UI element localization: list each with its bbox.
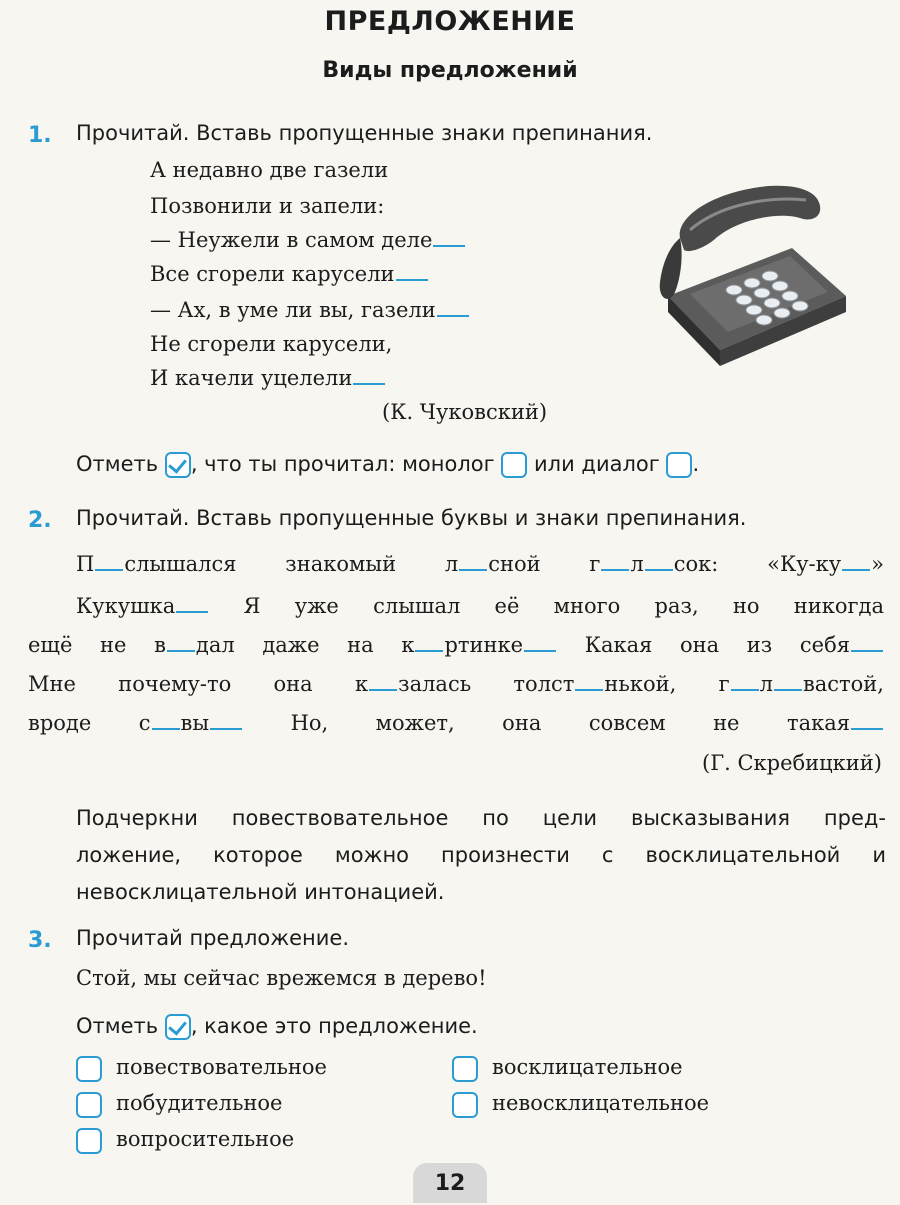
task2-note-line-2: ложение, которое можно произнести с восклицательной и xyxy=(76,843,886,867)
page-title: ПРЕДЛОЖЕНИЕ xyxy=(324,6,576,37)
task2-text-line-2: Кукушка Я уже слышал её много раз, но никогда xyxy=(76,594,884,618)
punctuation-blank[interactable] xyxy=(437,314,469,317)
task1-number: 1. xyxy=(28,123,52,148)
punctuation-blank[interactable] xyxy=(396,278,428,281)
telephone-image xyxy=(650,178,850,378)
poem-line-2: Позвонили и запели: xyxy=(150,194,385,218)
option-declarative[interactable]: повествовательное xyxy=(76,1055,327,1082)
task3-instruction: Прочитай предложение. xyxy=(76,926,350,950)
task3-sentence: Стой, мы сейчас врежемся в дерево! xyxy=(76,966,487,990)
punctuation-blank[interactable] xyxy=(433,244,465,247)
punctuation-blank[interactable] xyxy=(353,382,385,385)
option-exclamatory[interactable]: восклицательное xyxy=(452,1055,683,1082)
poem-line-6: Не сгорели карусели, xyxy=(150,332,393,356)
letter-blank[interactable] xyxy=(152,727,180,730)
option-checkbox[interactable] xyxy=(452,1056,478,1082)
task2-note xyxy=(76,800,886,911)
poem-line-5: — Ах, в уме ли вы, газели xyxy=(150,298,470,322)
task1-question: Отметь , что ты прочитал: монолог или диалог . xyxy=(76,452,700,476)
dialog-checkbox[interactable] xyxy=(666,452,692,478)
option-interrogative[interactable]: вопросительное xyxy=(76,1127,294,1154)
task2-note-line-1: Подчеркни повествовательное по цели высказывания пред- xyxy=(76,806,886,830)
punctuation-blank[interactable] xyxy=(524,649,556,652)
option-checkbox[interactable] xyxy=(76,1128,102,1154)
poem-line-1: А недавно две газели xyxy=(150,158,389,182)
punctuation-blank[interactable] xyxy=(176,610,208,613)
option-non-exclamatory[interactable]: невосклицательное xyxy=(452,1091,709,1118)
option-imperative[interactable]: побудительное xyxy=(76,1091,282,1118)
punctuation-blank[interactable] xyxy=(210,727,242,730)
letter-blank[interactable] xyxy=(415,649,443,652)
letter-blank[interactable] xyxy=(95,568,123,571)
letter-blank[interactable] xyxy=(575,688,603,691)
punctuation-blank[interactable] xyxy=(851,649,883,652)
letter-blank[interactable] xyxy=(601,568,629,571)
poem-line-4: Все сгорели карусели xyxy=(150,262,429,286)
task2-text-line-4: Мне почему-то она к залась толст нькой, г л вастой, xyxy=(28,672,884,696)
letter-blank[interactable] xyxy=(459,568,487,571)
task2-text-line-3: ещё не в дал даже на к ртинке Какая она из себя xyxy=(28,633,884,657)
letter-blank[interactable] xyxy=(167,649,195,652)
punctuation-blank[interactable] xyxy=(851,727,883,730)
task2-text-line-5: вроде с вы Но, может, она совсем не такая xyxy=(28,711,884,735)
task1-instruction: Прочитай. Вставь пропущенные знаки препинания. xyxy=(76,121,653,145)
letter-blank[interactable] xyxy=(774,688,802,691)
example-checkbox-checked xyxy=(165,452,191,478)
monolog-checkbox[interactable] xyxy=(501,452,527,478)
option-checkbox[interactable] xyxy=(76,1092,102,1118)
punctuation-blank[interactable] xyxy=(842,568,870,571)
task1-author: (К. Чуковский) xyxy=(382,400,548,424)
task2-text-line-1: П слышался знакомый л сной г л сок: «Ку-ку » xyxy=(76,552,884,576)
page-number: 12 xyxy=(413,1163,487,1203)
task2-note-line-3: невосклицательной интонацией. xyxy=(76,880,445,904)
task3-question: Отметь , какое это предложение. xyxy=(76,1014,478,1038)
example-checkbox-checked xyxy=(165,1014,191,1040)
poem-line-7: И качели уцелели xyxy=(150,366,386,390)
letter-blank[interactable] xyxy=(645,568,673,571)
option-checkbox[interactable] xyxy=(76,1056,102,1082)
task3-number: 3. xyxy=(28,928,52,953)
letter-blank[interactable] xyxy=(369,688,397,691)
task2-instruction: Прочитай. Вставь пропущенные буквы и знаки препинания. xyxy=(76,506,747,530)
task2-number: 2. xyxy=(28,508,52,533)
option-checkbox[interactable] xyxy=(452,1092,478,1118)
letter-blank[interactable] xyxy=(731,688,759,691)
page-subtitle: Виды предложений xyxy=(322,58,578,83)
task2-author: (Г. Скребицкий) xyxy=(702,751,882,775)
poem-line-3: — Неужели в самом деле xyxy=(150,228,466,252)
